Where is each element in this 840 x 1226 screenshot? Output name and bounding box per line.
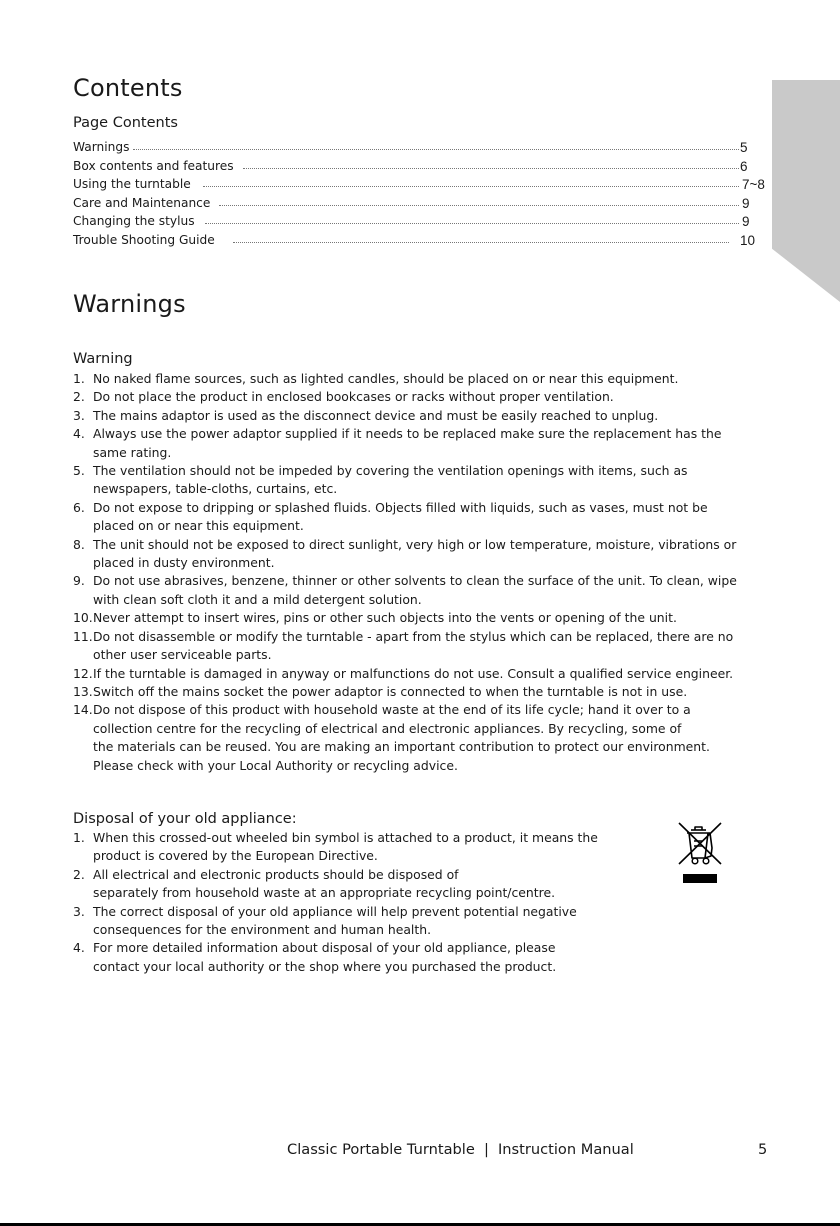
- list-item-number: 13.: [73, 683, 93, 699]
- list-item-line: Always use the power adaptor supplied if it needs to be replaced make sure the replacement has the: [93, 426, 722, 442]
- toc-label: Box contents and features: [73, 158, 234, 173]
- list-item-number: 4.: [73, 940, 85, 956]
- list-item-line: The correct disposal of your old appliance will help prevent potential negative: [93, 903, 577, 919]
- list-item-line: the materials can be reused. You are making an important contribution to protect our environment.: [93, 739, 710, 755]
- list-item-number: 1.: [73, 830, 85, 845]
- list-item-line: same rating.: [93, 444, 172, 460]
- list-item-number: 4.: [73, 426, 85, 442]
- page-number: 5: [758, 1141, 768, 1158]
- list-item-line: Do not expose to dripping or splashed fluids. Objects filled with liquids, such as vases, must not be: [93, 499, 708, 515]
- list-item-line: with clean soft cloth it and a mild detergent solution.: [93, 591, 422, 607]
- list-item-number: 14.: [73, 702, 93, 718]
- list-item: [73, 388, 773, 406]
- list-item-line: Do not place the product in enclosed bookcases or racks without proper ventilation.: [93, 389, 614, 405]
- list-item-line: All electrical and electronic products should be disposed of: [93, 866, 459, 882]
- disposal-title: Disposal of your old appliance:: [73, 811, 297, 827]
- list-item: [73, 939, 653, 976]
- list-item: [73, 572, 773, 609]
- footer-document: Instruction Manual: [498, 1141, 634, 1158]
- list-item-line: For more detailed information about disposal of your old appliance, please: [93, 940, 556, 956]
- list-item-line: If the turntable is damaged in anyway or malfunctions do not use. Consult a qualified service engineer.: [93, 665, 734, 681]
- toc-page: 6: [740, 158, 748, 174]
- toc-entry[interactable]: [73, 231, 773, 250]
- toc-entry[interactable]: [73, 157, 773, 176]
- list-item-number: 11.: [73, 628, 93, 644]
- list-item-line: The unit should not be exposed to direct sunlight, very high or low temperature, moisture, vibrations or: [93, 536, 737, 552]
- warnings-title: Warnings: [73, 290, 186, 318]
- contents-subtitle: Page Contents: [73, 115, 178, 131]
- footer-product: Classic Portable Turntable: [287, 1141, 475, 1158]
- list-item: [73, 609, 773, 627]
- list-item: [73, 462, 773, 499]
- table-of-contents: [73, 138, 773, 249]
- list-item-line: newspapers, table-cloths, curtains, etc.: [93, 481, 338, 497]
- list-item-number: 12.: [73, 665, 93, 681]
- warning-subtitle: Warning: [73, 351, 133, 367]
- list-item-number: 9.: [73, 573, 85, 589]
- list-item-line: collection centre for the recycling of electrical and electronic appliances. By recycling, some of: [93, 720, 682, 736]
- list-item-number: 10.: [73, 610, 93, 626]
- list-item: [73, 628, 773, 665]
- list-item-number: 2.: [73, 389, 85, 405]
- toc-entry[interactable]: [73, 175, 773, 194]
- toc-entry[interactable]: [73, 212, 773, 231]
- list-item-line: The ventilation should not be impeded by covering the ventilation openings with items, such as: [93, 463, 688, 479]
- toc-page: 10: [740, 232, 756, 248]
- list-item-line: No naked flame sources, such as lighted candles, should be placed on or near this equipment.: [93, 371, 679, 386]
- list-item: [73, 701, 773, 775]
- list-item-line: Switch off the mains socket the power adaptor is connected to when the turntable is not in use.: [93, 683, 688, 699]
- disposal-list: [73, 829, 653, 976]
- list-item: [73, 499, 773, 536]
- list-item-line: Please check with your Local Authority or recycling advice.: [93, 757, 458, 773]
- list-item: [73, 866, 653, 903]
- list-item: [73, 425, 773, 462]
- list-item-number: 3.: [73, 903, 85, 919]
- list-item: [73, 536, 773, 573]
- list-item: [73, 829, 653, 866]
- toc-entry[interactable]: [73, 138, 773, 157]
- list-item-number: 3.: [73, 407, 85, 423]
- list-item-line: When this crossed-out wheeled bin symbol is attached to a product, it means the: [93, 830, 598, 845]
- toc-page: 9: [742, 214, 750, 229]
- list-item-line: separately from household waste at an appropriate recycling point/centre.: [93, 885, 556, 901]
- crossed-out-wheeled-bin-icon: [672, 818, 728, 888]
- toc-page: 7~8: [742, 177, 765, 192]
- list-item: [73, 407, 773, 425]
- footer-separator: |: [484, 1141, 489, 1158]
- toc-page: 5: [740, 140, 748, 155]
- list-item-line: placed in dusty environment.: [93, 555, 275, 571]
- list-item: [73, 683, 773, 701]
- toc-label: Changing the stylus: [73, 214, 195, 228]
- list-item-line: Never attempt to insert wires, pins or other such objects into the vents or opening of the unit.: [93, 610, 677, 626]
- list-item-number: 1.: [73, 371, 85, 386]
- warning-list: [73, 370, 773, 775]
- list-item-line: Do not dispose of this product with household waste at the end of its life cycle; hand it over to a: [93, 702, 691, 718]
- list-item-number: 8.: [73, 536, 85, 552]
- list-item: [73, 903, 653, 940]
- list-item-line: The mains adaptor is used as the disconnect device and must be easily reached to unplug.: [93, 407, 659, 423]
- toc-page: 9: [742, 195, 750, 211]
- toc-label: Warnings: [73, 140, 130, 154]
- list-item-number: 5.: [73, 463, 85, 479]
- list-item-line: product is covered by the European Directive.: [93, 848, 378, 864]
- toc-label: Care and Maintenance: [73, 195, 211, 210]
- list-item-number: 6.: [73, 499, 85, 515]
- toc-entry[interactable]: [73, 194, 773, 213]
- list-item-number: 2.: [73, 866, 85, 882]
- list-item-line: other user serviceable parts.: [93, 647, 272, 663]
- list-item-line: placed on or near this equipment.: [93, 518, 304, 534]
- toc-label: Using the turntable: [73, 177, 191, 191]
- list-item-line: Do not disassemble or modify the turntable - apart from the stylus which can be replaced, there are no: [93, 628, 734, 644]
- list-item-line: contact your local authority or the shop where you purchased the product.: [93, 958, 557, 974]
- list-item-line: Do not use abrasives, benzene, thinner or other solvents to clean the surface of the unit. To clean, wipe: [93, 573, 737, 589]
- chapter-tab: [772, 80, 840, 302]
- list-item-line: consequences for the environment and human health.: [93, 922, 432, 938]
- contents-title: Contents: [73, 74, 183, 102]
- toc-label: Trouble Shooting Guide: [73, 232, 215, 247]
- list-item: [73, 665, 773, 683]
- list-item: [73, 370, 773, 388]
